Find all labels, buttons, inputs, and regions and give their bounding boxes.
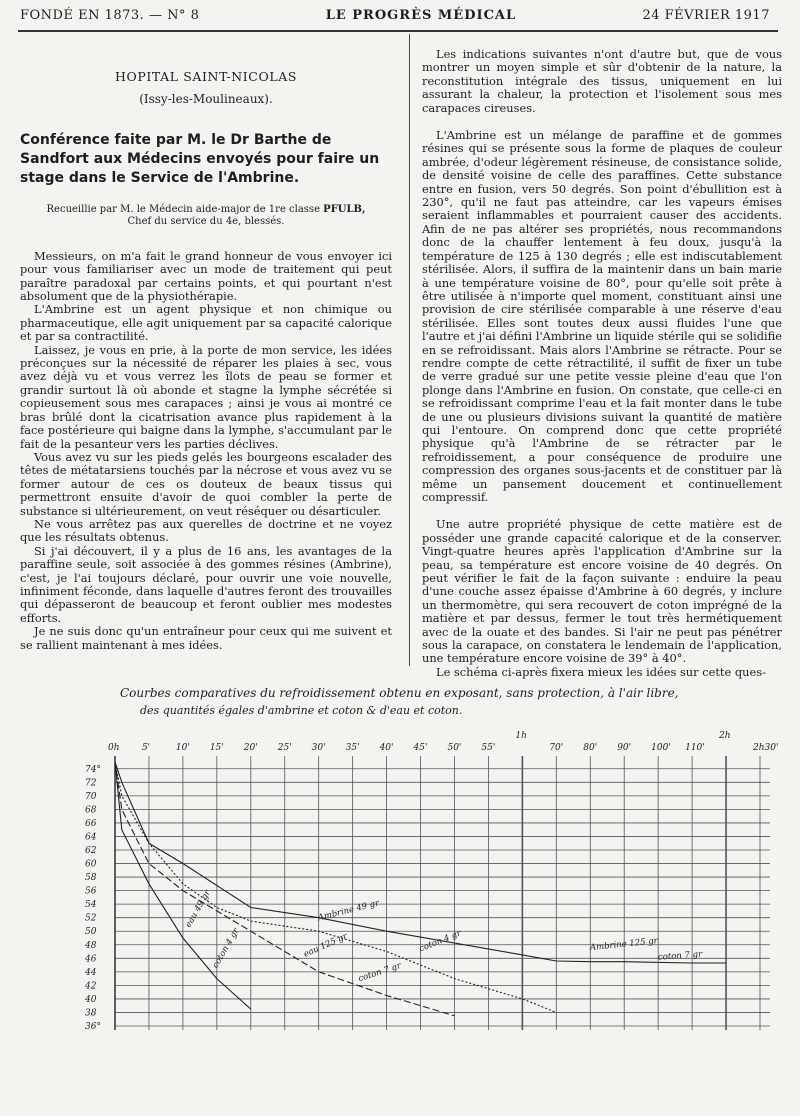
y-tick-label: 62: [85, 846, 97, 856]
collected-prefix: Recueillie par M. le Médecin aide-major de 1re classe: [46, 203, 320, 215]
header-rule: [18, 30, 778, 32]
column-rule: [409, 34, 410, 666]
series-label: coton 7 gr: [657, 949, 703, 963]
x-tick-label: 50': [447, 743, 462, 753]
x-tick-label: 110': [685, 743, 705, 753]
x-tick-label: 40': [379, 743, 394, 753]
issue-info: FONDÉ EN 1873. — N° 8: [20, 8, 200, 23]
x-tick-label: 30': [311, 743, 326, 753]
collected-by: [20, 204, 392, 228]
y-tick-label: 50: [85, 927, 97, 938]
hospital-city: (Issy-les-Moulineaux).: [139, 92, 273, 107]
x-tick-label: 80': [583, 743, 598, 753]
y-tick-label: 58: [85, 873, 97, 884]
y-tick-label: 60: [85, 859, 97, 870]
chart-title-line2: des quantités égales d'ambrine et coton & d'eau et coton.: [140, 704, 463, 717]
series-label: eau 49 gr: [183, 888, 213, 930]
paragraph: L'Ambrine est un mélange de paraffine et de gommes résines qui se présente sous la forme de plaques de couleur ambrée, d'odeur légèrement résineuse, de consistance solide, de densité voisine de celle des paraffines. Cette substance entre en fusion, vers 50 degrés. Son point d'ébullition est à 230°, qu'il ne faut pas atteindre, car les vapeurs émises seraient inflammables et pourraient causer des accidents. Afin de ne pas altérer ses propriétés, nous recommandons donc de la chauffer lentement à feu doux, jusqu'à la température de 125 à 130 degrés ; elle est indiscutablement stérilisée. Alors, il suffira de la maintenir dans un bain marie à une température voisine de 80°, pour qu'elle soit prête à être utilisée à n'importe quel moment, constituant ainsi une provision de cire stérilisée comparable à une réserve d'eau stérilisée. Elles sont toutes deux aussi fluides l'une que l'autre et j'ai défini l'Ambrine un liquide stérile qui se solidifie en se refroidissant. Mais alors l'Ambrine se rétracte. Pour se rendre compte de cette rétractilité, il suffit de fixer un tube de verre gradué sur une petite vessie pleine d'eau que l'on plonge dans l'Ambrine en fusion. On constate, que celle-ci en se refroidissant comprime l'eau et la fait monter dans le tube de une ou plusieurs divisions suivant la quantité de matière qui l'entoure. On comprend donc que cette propriété physique qu'à l'Ambrine de se rétracter par le refroidissement, a pour conséquence de produire une compression des organes sous-jacents et de constituer par là même un pansement doucement et continuellement compressif.: [422, 128, 782, 504]
y-tick-label: 52: [85, 913, 97, 924]
x-tick-label: 20': [243, 743, 258, 753]
paragraph: Une autre propriété physique de cette matière est de posséder une grande capacité calorique et de la conserver. Vingt-quatre heures après l'application d'Ambrine sur la peau, sa température est encore voisine de 40 degrés. On peut vérifier le fait de la façon suivante : enduire la peau d'une couche assez épaisse d'Ambrine à 60 degrés, y inclure un thermomètre, qui sera recouvert de coton imprégné de la matière et par dessus, fermer le tout très hermétiquement avec de la ouate et des bandes. Si l'air ne peut pas pénétrer sous la carapace, on constatera le lendemain de l'application, une température encore voisine de 39° à 40°.: [422, 517, 782, 666]
x-tick-label: 15': [209, 743, 224, 753]
y-tick-label: 54: [85, 900, 97, 911]
y-tick-label: 40: [85, 994, 97, 1005]
paragraph: L'Ambrine est un agent physique et non chimique ou pharmaceutique, elle agit uniquement par sa capacité calorique et par sa contractilité.: [20, 302, 392, 344]
series-label: Ambrine 125 gr: [589, 936, 659, 954]
left-body: [20, 250, 392, 652]
y-tick-label: 68: [85, 805, 97, 816]
y-tick-label: 56: [85, 886, 97, 897]
y-tick-label: 44: [85, 967, 97, 978]
paragraph: Le schéma ci-après fixera mieux les idées sur cette ques-: [436, 664, 766, 679]
x-tick-label: 35': [345, 743, 360, 753]
collector-name: PFULB,: [323, 203, 366, 215]
x-tick-label: 90': [617, 743, 632, 753]
x-tick-label: 45': [413, 743, 428, 753]
y-tick-label: 42: [85, 981, 97, 992]
paragraph: Vous avez vu sur les pieds gelés les bourgeons escalader des têtes de métatarsiens touchés par la nécrose et vous avez vu se former autour de ces os douteux de beaux tissus qui permettront ensuite d'avoir de quoi combler la perte de substance si ultérieurement, on veut réséquer ou désarticuler.: [20, 449, 392, 518]
series-label: Ambrine 49 gr: [316, 898, 381, 924]
series-label: coton 4 gr: [210, 926, 242, 970]
y-tick-label: 70: [85, 791, 97, 802]
y-tick-label: 74°: [85, 764, 101, 775]
paragraph: Les indications suivantes n'ont d'autre but, que de vous montrer un moyen simple et sûr d'obtenir de la nature, la reconstitution intégrale des tissus, uniquement en lui assurant la chaleur, la protection et l'isolement sous mes carapaces cireuses.: [422, 47, 782, 115]
hospital-name: HOPITAL SAINT-NICOLAS: [114, 69, 298, 84]
series-label: coton 4 gr: [417, 928, 463, 955]
series-line: [115, 762, 556, 1013]
paragraph: Laissez, je vous en prie, à la porte de mon service, les idées préconçues sur la nécessité de réparer les plaies à sec, vous avez déjà vu et vous verrez les îlots de peau se former et grandir surtout là où abonde et stagne la lymphe sécrétée si copieusement sous mes carapaces ; ainsi je vous ai montré ce bras brûlé dont la cicatrisation avance plus rapidement à la face postérieure qui baigne dans la lymphe, s'accumulant par le fait de la pesanteur vers les parties déclives.: [20, 342, 392, 451]
conference-title: Conférence faite par M. le Dr Barthe de Sandfort aux Médecins envoyés pour faire un stage dans le Service de l'Ambrine.: [20, 131, 380, 186]
y-tick-label: 48: [85, 940, 97, 951]
right-column: [422, 48, 782, 679]
y-tick-label: 72: [85, 778, 97, 789]
x-tick-label: 1h: [515, 731, 527, 741]
cooling-chart: [0, 676, 800, 1112]
y-tick-label: 46: [85, 954, 97, 965]
x-tick-label: 55': [481, 743, 496, 753]
y-tick-label: 66: [85, 818, 97, 829]
cooling-chart-svg: [0, 676, 800, 1112]
series-label: coton 7 gr: [357, 961, 403, 985]
left-column: [20, 48, 392, 652]
x-tick-label: 5': [141, 743, 151, 753]
issue-date: 24 FÉVRIER 1917: [642, 8, 770, 23]
x-tick-label: 70': [549, 743, 564, 753]
running-head: [20, 8, 770, 28]
x-tick-label: 25': [277, 743, 292, 753]
x-tick-label: 2h30': [753, 743, 779, 753]
y-tick-label: 38: [85, 1008, 97, 1019]
paragraph: Je ne suis donc qu'un entraîneur pour ceux qui me suivent et se rallient maintenant à mes idées.: [20, 624, 392, 652]
x-tick-label: 10': [175, 743, 190, 753]
paragraph: Ne vous arrêtez pas aux querelles de doctrine et ne voyez que les résultats obtenus.: [20, 516, 392, 545]
chart-title-line1: Courbes comparatives du refroidissement obtenu en exposant, sans protection, à l'air libre,: [120, 686, 679, 700]
x-tick-label: 2h: [719, 731, 731, 741]
y-tick-label: 36°: [85, 1022, 101, 1032]
collector-role: Chef du service du 4e, blessés.: [127, 215, 285, 227]
y-tick-label: 64: [85, 832, 97, 843]
x-tick-label: 100': [651, 743, 671, 753]
paragraph: Si j'ai découvert, il y a plus de 16 ans, les avantages de la paraffine seule, soit associée à des gommes résines (Ambrine), c'est, je l'ai toujours déclaré, pour ouvrir une voie nouvelle, infiniment féconde, dans laquelle d'autres feront des trouvailles qui dépasseront de beaucoup et feront oublier mes modestes efforts.: [20, 543, 392, 625]
journal-title: LE PROGRÈS MÉDICAL: [325, 8, 517, 23]
x-tick-label: 0h: [108, 743, 120, 753]
series-label: eau 125 gr: [302, 931, 350, 960]
paragraph: Messieurs, on m'a fait le grand honneur de vous envoyer ici pour vous familiariser avec un mode de traitement qui peut paraître paradoxal par certains points, et qui pourtant n'est absolument que de la physiothérapie.: [20, 248, 392, 304]
